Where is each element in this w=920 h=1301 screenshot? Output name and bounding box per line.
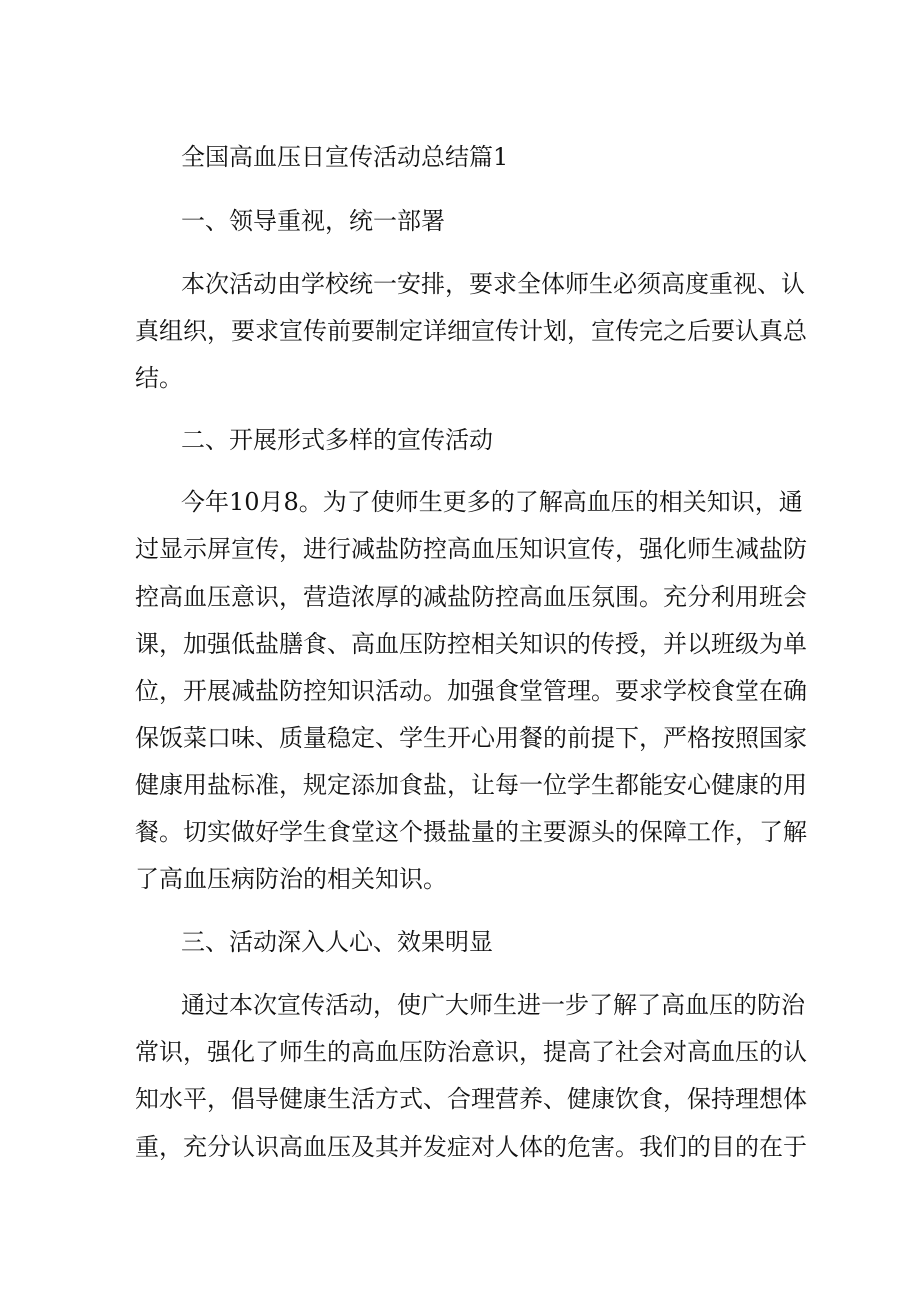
section-2-line-9: 了高血压病防治的相关知识。 (135, 865, 447, 893)
section-2-line-5: 位，开展减盐防控知识活动。加强食堂管理。要求学校食堂在确 (135, 677, 807, 705)
section-2-line-6: 保饭菜口味、质量稳定、学生开心用餐的前提下，严格按照国家 (135, 724, 807, 752)
section-2-line-2: 过显示屏宣传，进行减盐防控高血压知识宣传，强化师生减盐防 (135, 535, 807, 563)
section-3-line-1: 通过本次宣传活动，使广大师生进一步了解了高血压的防治 (181, 991, 805, 1019)
section-3-line-3: 知水平，倡导健康生活方式、合理营养、健康饮食，保持理想体 (135, 1085, 807, 1113)
section-2-line-8: 餐。切实做好学生食堂这个摄盐量的主要源头的保障工作，了解 (135, 818, 807, 846)
section-1-heading: 一、领导重视，统一部署 (181, 207, 445, 235)
section-1-line-1: 本次活动由学校统一安排，要求全体师生必须高度重视、认 (181, 270, 805, 298)
section-1-line-2: 真组织，要求宣传前要制定详细宣传计划，宣传完之后要认真总 (135, 317, 807, 345)
section-2-line-7: 健康用盐标准，规定添加食盐，让每一位学生都能安心健康的用 (135, 771, 807, 799)
section-3-line-2: 常识，强化了师生的高血压防治意识，提高了社会对高血压的认 (135, 1038, 807, 1066)
section-2-line-4: 课，加强低盐膳食、高血压防控相关知识的传授，并以班级为单 (135, 630, 807, 658)
section-2-line-1: 今年10月8。为了使师生更多的了解高血压的相关知识，通 (181, 488, 803, 516)
section-2-heading: 二、开展形式多样的宣传活动 (181, 426, 493, 454)
document-title: 全国高血压日宣传活动总结篇1 (181, 143, 509, 171)
section-3-heading: 三、活动深入人心、效果明显 (181, 928, 493, 956)
section-3-line-4: 重，充分认识高血压及其并发症对人体的危害。我们的目的在于 (135, 1133, 807, 1161)
section-2-line-3: 控高血压意识，营造浓厚的减盐防控高血压氛围。充分利用班会 (135, 583, 807, 611)
section-1-line-3: 结。 (135, 364, 183, 392)
